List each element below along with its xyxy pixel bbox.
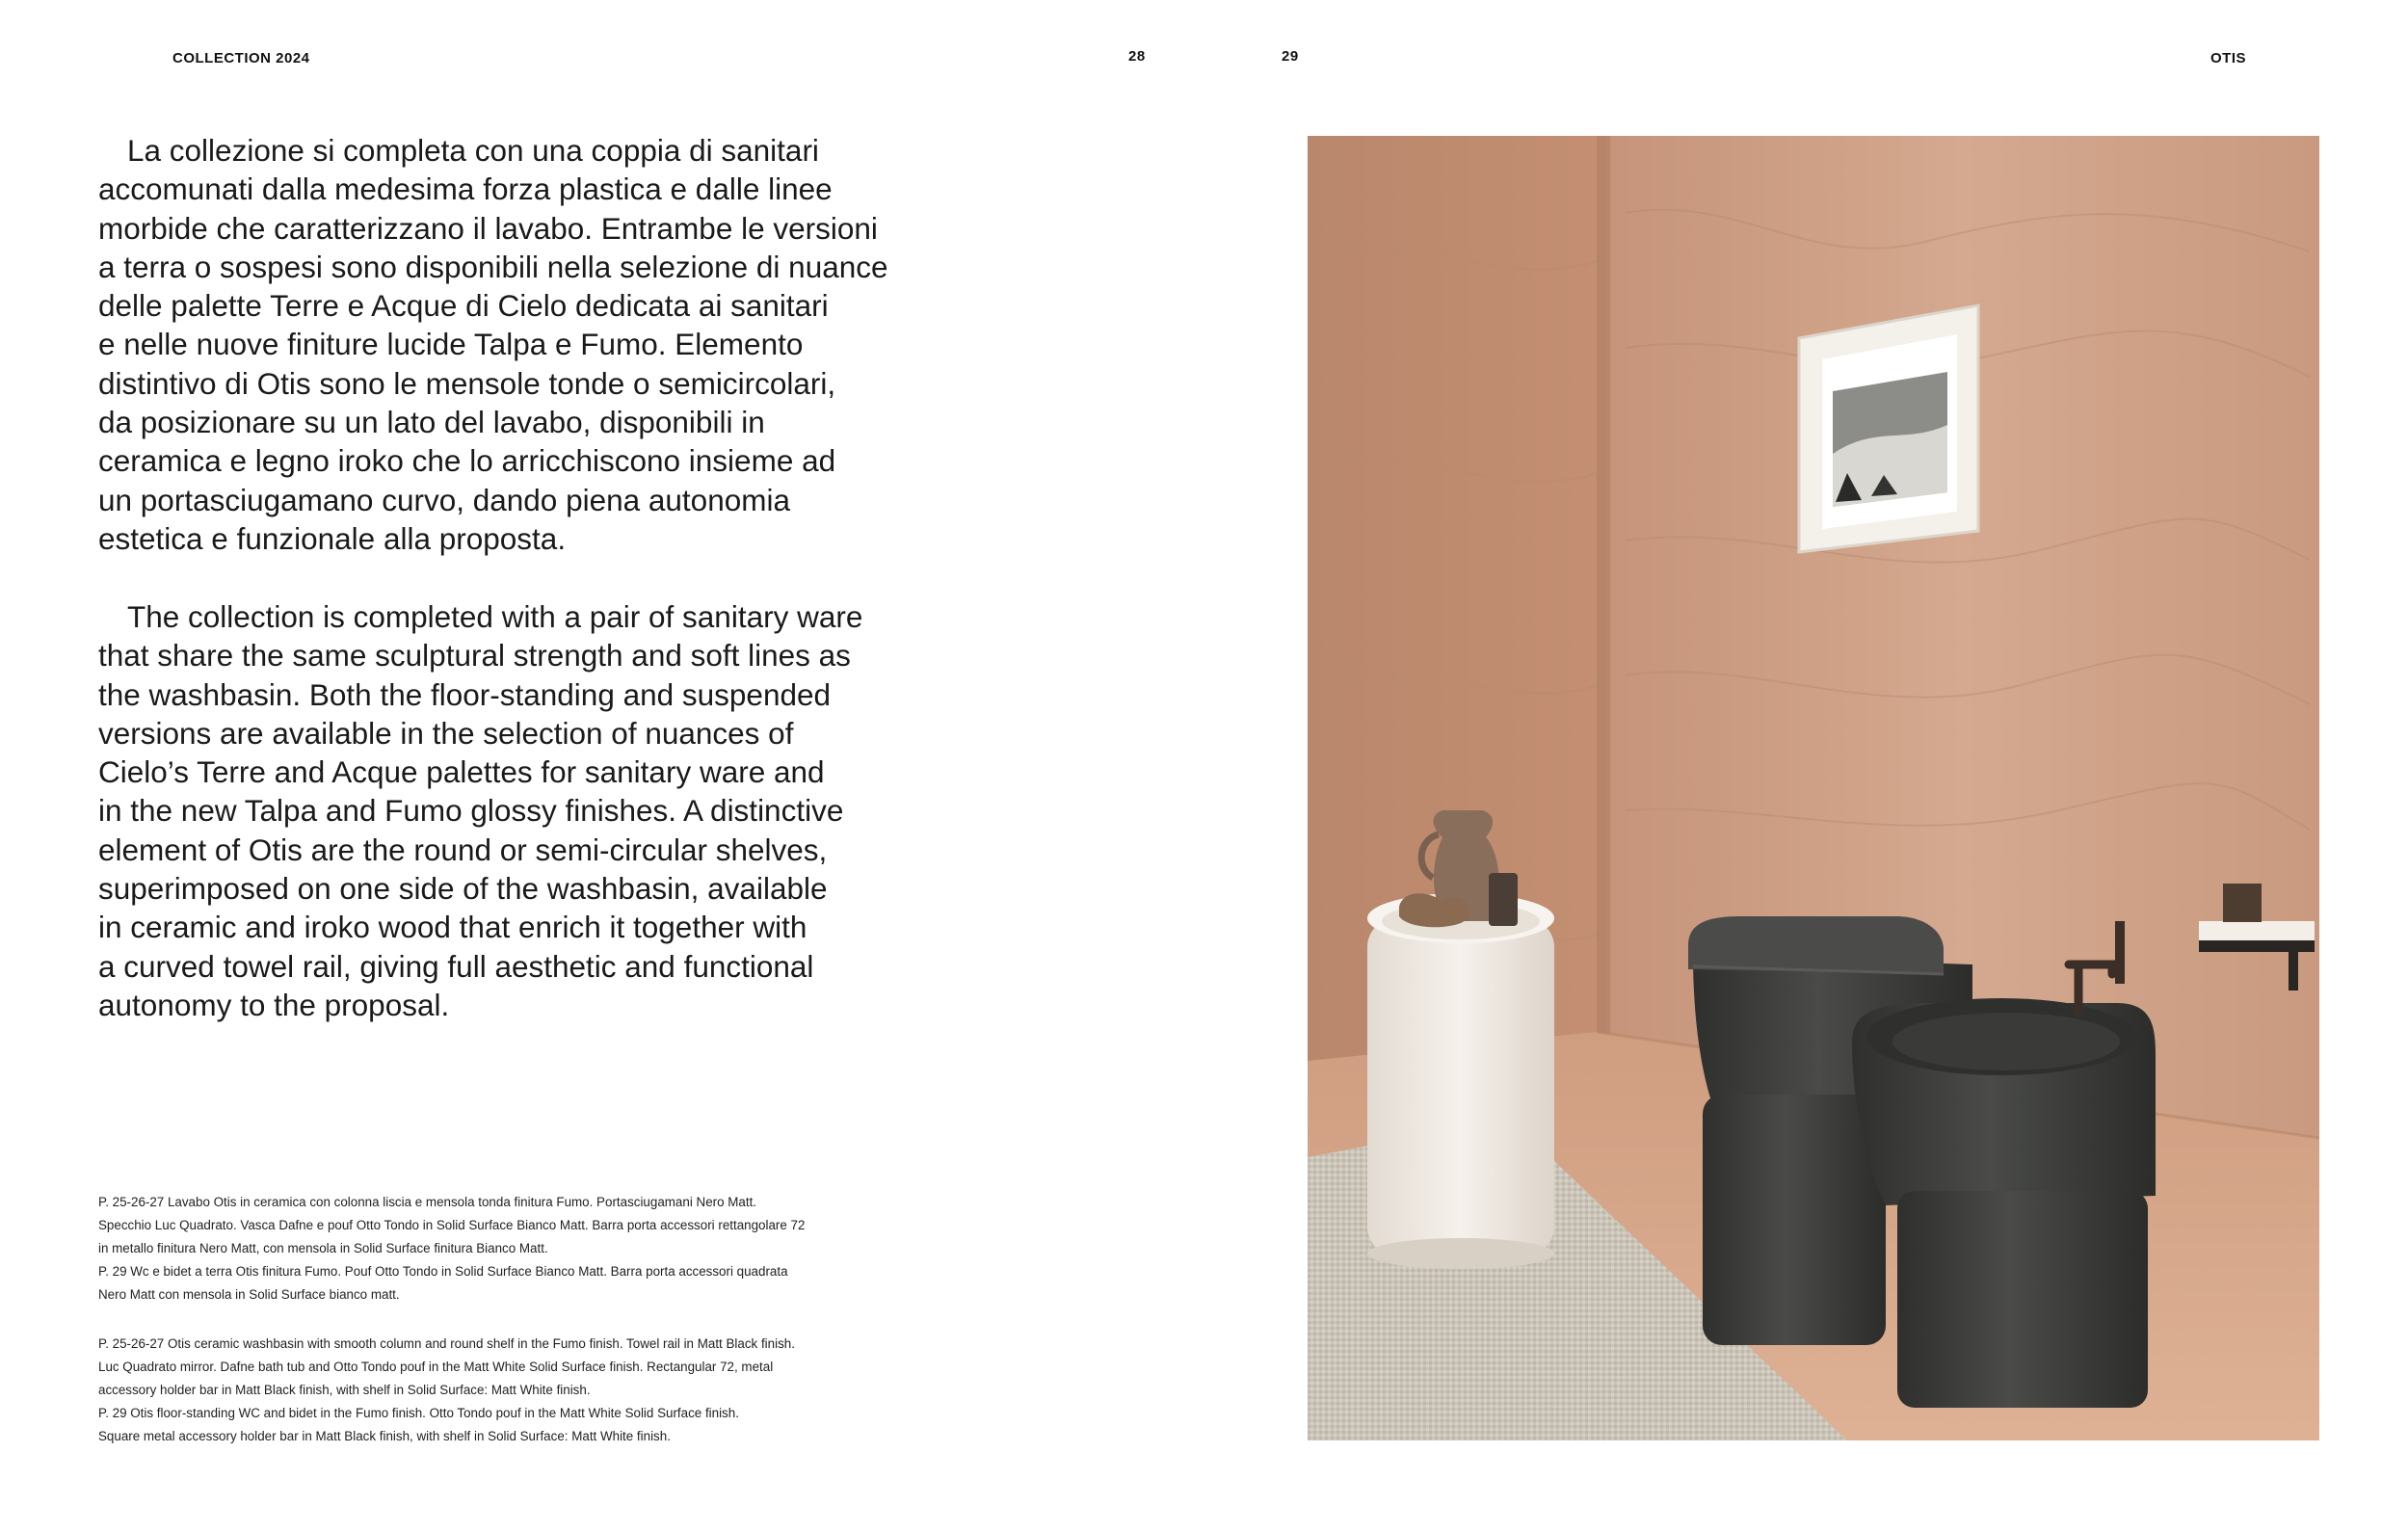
text-line: superimposed on one side of the washbasin, available xyxy=(98,871,828,907)
text-line: the washbasin. Both the floor-standing and suspended xyxy=(98,676,832,712)
caption-line: P. 29 Otis floor-standing WC and bidet in the Fumo finish. Otto Tondo pouf in the Matt White Solid Surface finish. xyxy=(98,1406,739,1420)
caption-line: P. 25-26-27 Lavabo Otis in ceramica con colonna liscia e mensola tonda finitura Fumo. Portasciugamani Nero Matt. xyxy=(98,1195,757,1209)
caption-line: in metallo finitura Nero Matt, con mensola in Solid Surface finitura Bianco Matt. xyxy=(98,1241,548,1255)
text-line: in the new Talpa and Fumo glossy finishes. A distinctive xyxy=(98,793,844,829)
header-product-label: OTIS xyxy=(2210,50,2247,66)
text-line: Cielo’s Terre and Acque palettes for sanitary ware and xyxy=(98,754,825,790)
text-line: La collezione si completa con una coppia di sanitari xyxy=(127,133,819,168)
caption-italian xyxy=(98,1191,888,1307)
caption-line: accessory holder bar in Matt Black finish, with shelf in Solid Surface: Matt White finish. xyxy=(98,1383,591,1397)
header-collection-label: COLLECTION 2024 xyxy=(172,50,310,66)
text-line: delle palette Terre e Acque di Cielo dedicata ai sanitari xyxy=(98,288,829,324)
text-line: estetica e funzionale alla proposta. xyxy=(98,520,567,556)
wall-picture xyxy=(1799,305,1978,552)
body-text-italian xyxy=(98,131,888,558)
caption-line: Luc Quadrato mirror. Dafne bath tub and Otto Tondo pouf in the Matt White Solid Surface finish. Rectangular 72, metal xyxy=(98,1360,774,1374)
body-text-english xyxy=(98,597,888,1024)
text-line: autonomy to the proposal. xyxy=(98,987,450,1022)
text-line: The collection is completed with a pair of sanitary ware xyxy=(127,599,863,634)
text-line: a curved towel rail, giving full aesthetic and functional xyxy=(98,948,814,984)
text-line: accomunati dalla medesima forza plastica e dalle linee xyxy=(98,172,833,207)
caption-english xyxy=(98,1333,888,1448)
text-line: that share the same sculptural strength and soft lines as xyxy=(98,638,851,674)
caption-line: P. 25-26-27 Otis ceramic washbasin with smooth column and round shelf in the Fumo finish. Towel rail in Matt Black finish. xyxy=(98,1336,795,1351)
text-line: versions are available in the selection of nuances of xyxy=(98,715,794,751)
bathroom-illustration xyxy=(1308,136,2319,1440)
text-line: ceramica e legno iroko che lo arricchiscono insieme ad xyxy=(98,443,836,479)
text-line: un portasciugamano curvo, dando piena autonomia xyxy=(98,482,790,517)
text-line: a terra o sospesi sono disponibili nella selezione di nuance xyxy=(98,249,888,284)
caption-line: Specchio Luc Quadrato. Vasca Dafne e pouf Otto Tondo in Solid Surface Bianco Matt. Barra porta accessori rettangolare 72 xyxy=(98,1218,806,1232)
text-line: distintivo di Otis sono le mensole tonde o semicircolari, xyxy=(98,365,836,401)
text-line: da posizionare su un lato del lavabo, disponibili in xyxy=(98,405,765,440)
text-line: e nelle nuove finiture lucide Talpa e Fumo. Elemento xyxy=(98,327,804,362)
page-number-right: 29 xyxy=(1282,48,1299,65)
white-pouf xyxy=(1367,893,1554,1269)
text-line: in ceramic and iroko wood that enrich it together with xyxy=(98,910,807,945)
text-line: morbide che caratterizzano il lavabo. Entrambe le versioni xyxy=(98,210,878,246)
caption-line: Square metal accessory holder bar in Matt Black finish, with shelf in Solid Surface: Matt White finish. xyxy=(98,1429,671,1443)
caption-line: Nero Matt con mensola in Solid Surface bianco matt. xyxy=(98,1287,400,1302)
caption-line: P. 29 Wc e bidet a terra Otis finitura Fumo. Pouf Otto Tondo in Solid Surface Bianco Matt. Barra porta accessori quadrata xyxy=(98,1264,788,1279)
text-line: element of Otis are the round or semi-circular shelves, xyxy=(98,832,828,867)
bathroom-photo xyxy=(1308,136,2319,1440)
page-number-left: 28 xyxy=(1128,48,1146,65)
